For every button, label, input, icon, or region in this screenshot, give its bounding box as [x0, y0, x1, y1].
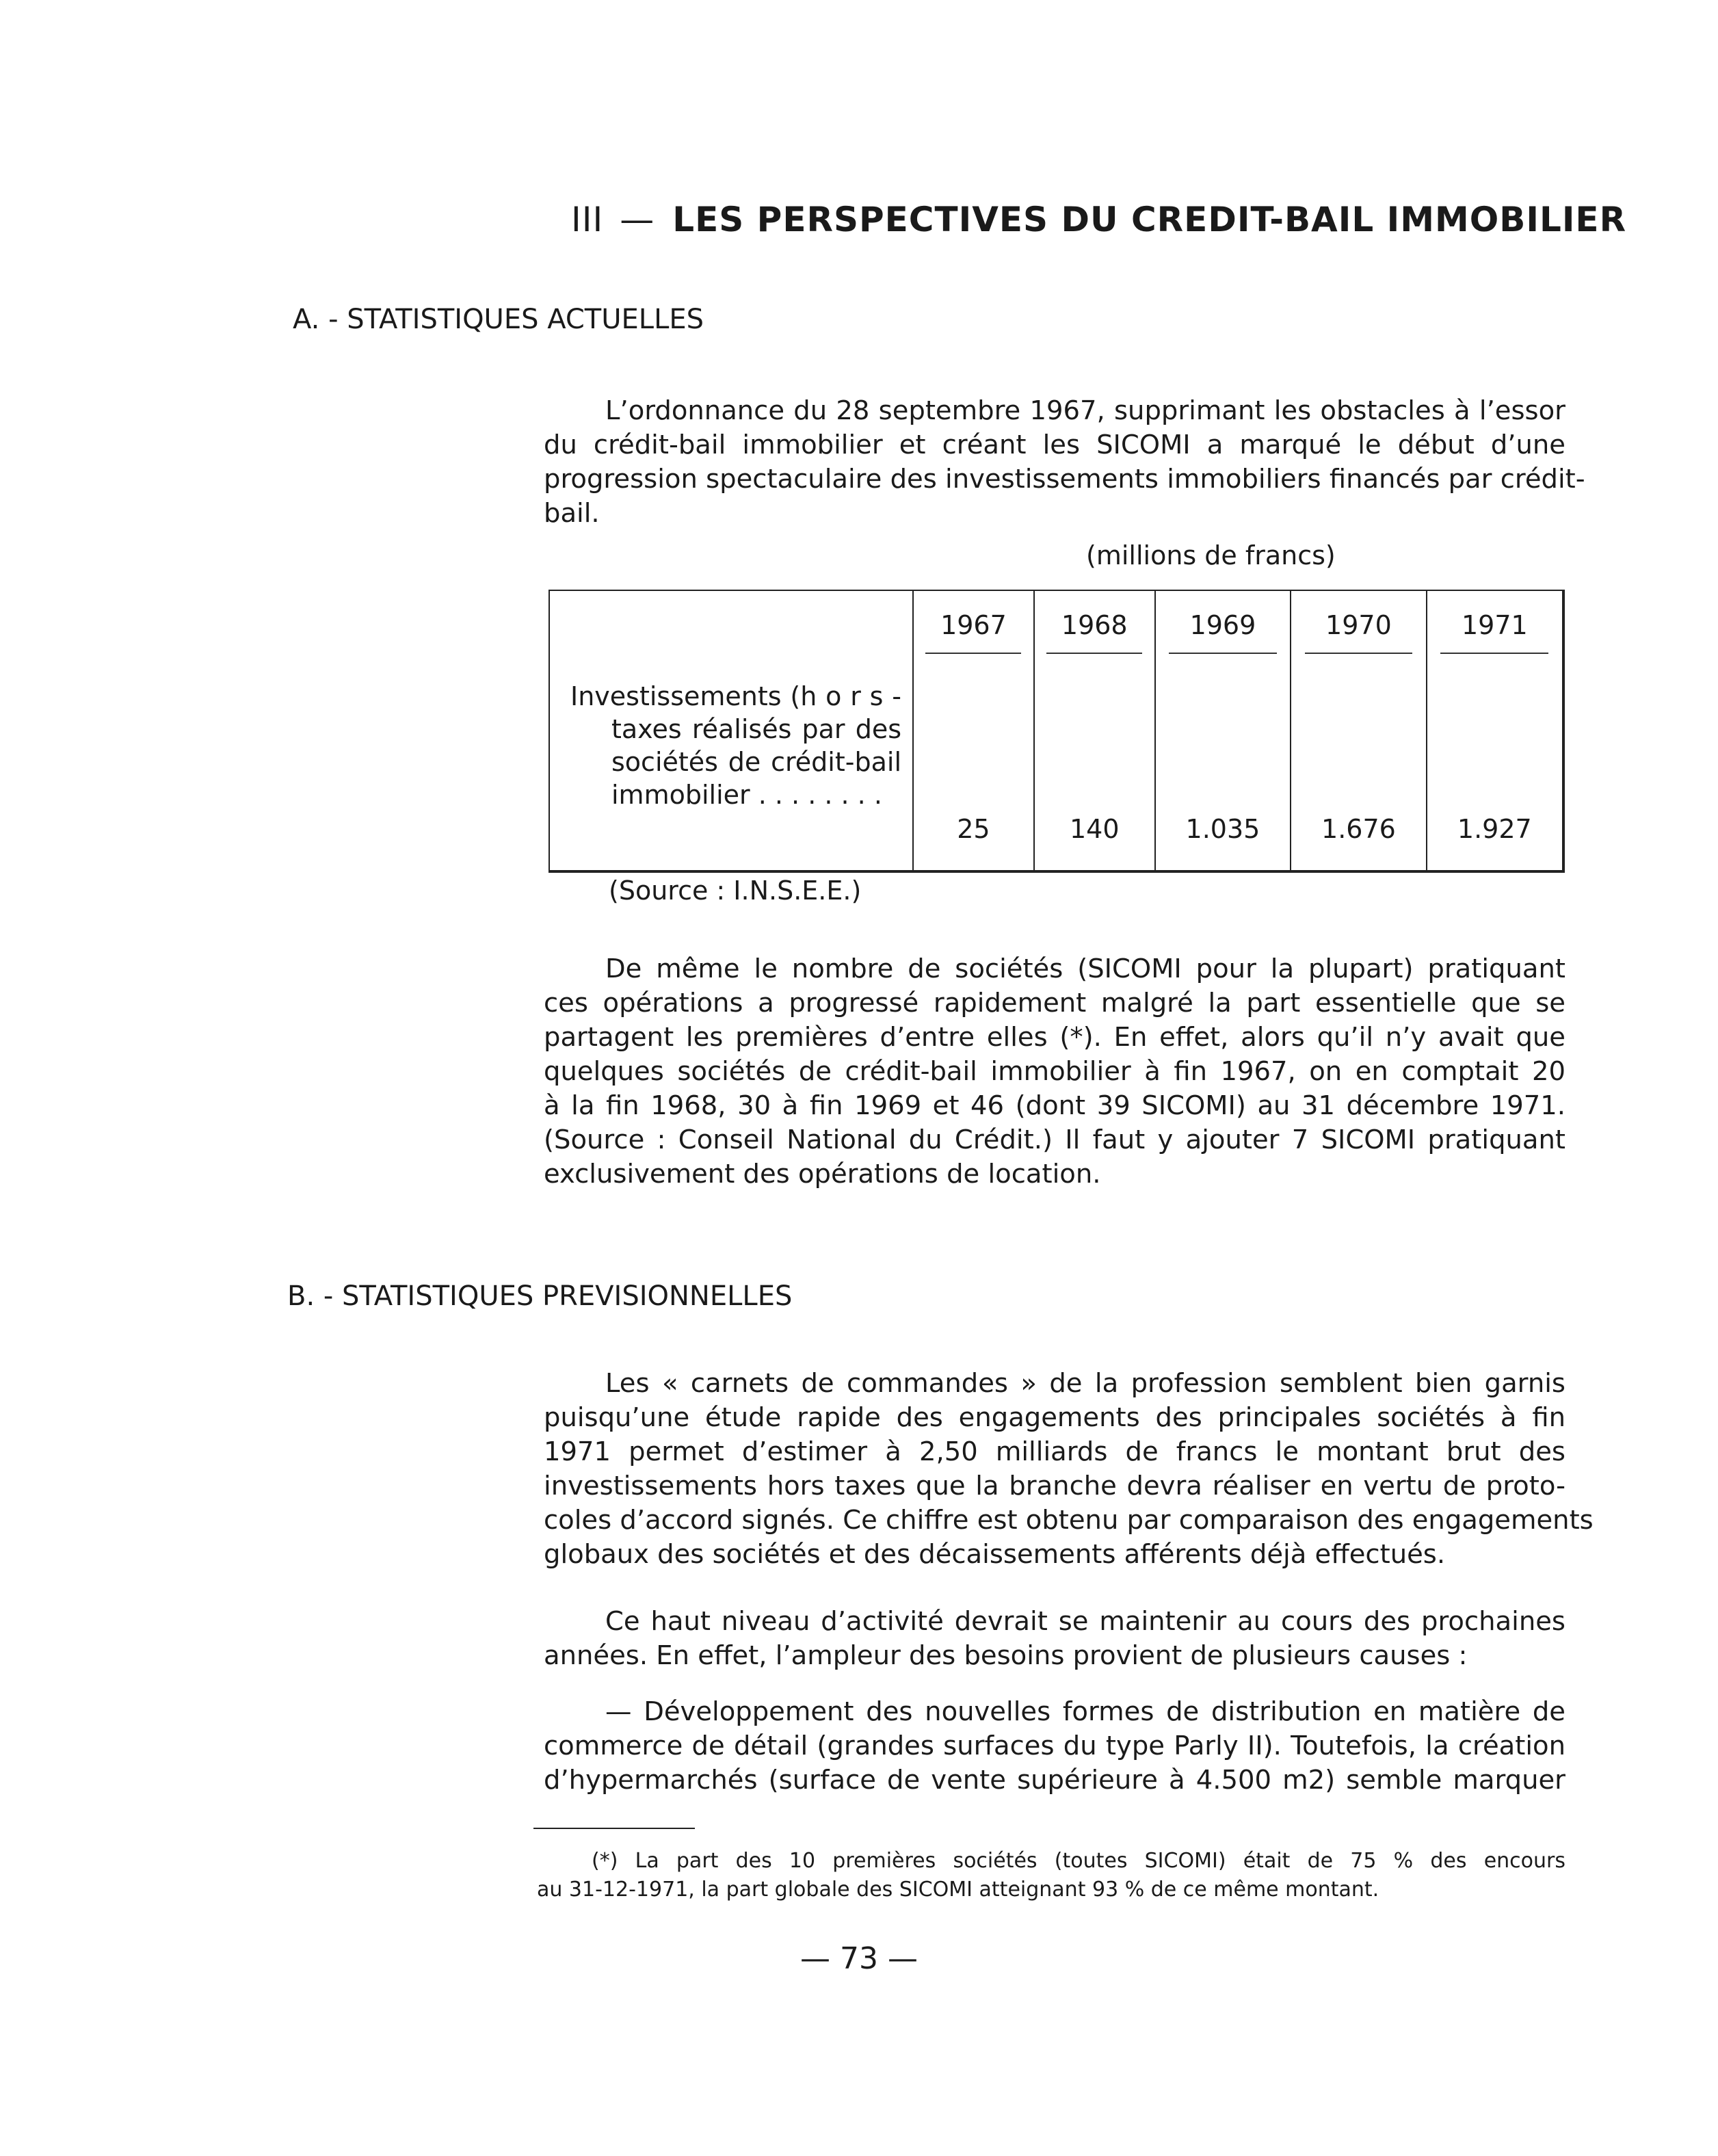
text-line: investissements hors taxes que la branche devra réaliser en vertu de proto- — [544, 1471, 1565, 1501]
text-line: partagent les premières d’entre elles (*). En effet, alors qu’il n’y avait que — [544, 1022, 1565, 1053]
text-line: coles d’accord signés. Ce chiffre est obtenu par comparaison des engagements — [544, 1505, 1594, 1536]
text-line: quelques sociétés de crédit-bail immobilier à fin 1967, on en comptait 20 — [544, 1056, 1565, 1087]
text-line: — Développement des nouvelles formes de distribution en matière de — [605, 1696, 1565, 1727]
footnote-rule — [533, 1828, 695, 1829]
text-line: d’hypermarchés (surface de vente supérieure à 4.500 m2) semble marquer — [544, 1765, 1565, 1796]
table-cell: 1.927 — [1427, 666, 1563, 871]
text-line: bail. — [544, 498, 600, 529]
table-cell: 1.035 — [1155, 666, 1291, 871]
year-header: 1969 — [1155, 590, 1291, 666]
text-line: au 31-12-1971, la part globale des SICOMI atteignant 93 % de ce même montant. — [537, 1878, 1379, 1902]
table-corner — [549, 590, 913, 666]
text-line: (*) La part des 10 premières sociétés (toutes SICOMI) était de 75 % des encours — [592, 1849, 1565, 1873]
text-line: puisqu’une étude rapide des engagements des principales sociétés à fin — [544, 1402, 1565, 1433]
text-line: 1971 permet d’estimer à 2,50 milliards de francs le montant brut des — [544, 1436, 1565, 1467]
section-a-paragraph-2 — [544, 952, 1565, 1192]
section-a-paragraph-1 — [544, 394, 1585, 531]
text-line: progression spectaculaire des investissements immobiliers financés par crédit- — [544, 464, 1585, 495]
unit-note: (millions de francs) — [1086, 540, 1336, 570]
section-b-paragraph-2 — [544, 1605, 1565, 1673]
text-line: L’ordonnance du 28 septembre 1967, supprimant les obstacles à l’essor — [605, 395, 1565, 426]
year-header: 1970 — [1291, 590, 1426, 666]
year-header: 1968 — [1034, 590, 1155, 666]
page-title — [571, 200, 1626, 239]
table-source: (Source : I.N.S.E.E.) — [609, 876, 862, 906]
chapter-number: III — [571, 200, 604, 239]
text-line: (Source : Conseil National du Crédit.) Il faut y ajouter 7 SICOMI pratiquant — [544, 1125, 1565, 1155]
text-line: à la fin 1968, 30 à fin 1969 et 46 (dont 39 SICOMI) au 31 décembre 1971. — [544, 1090, 1565, 1121]
text-line: ces opérations a progressé rapidement malgré la part essentielle que se — [544, 988, 1565, 1018]
text-line: Les « carnets de commandes » de la profession semblent bien garnis — [605, 1368, 1565, 1399]
section-b-title: B. - STATISTIQUES PREVISIONNELLES — [287, 1280, 793, 1312]
text-line: commerce de détail (grandes surfaces du type Parly II). Toutefois, la création — [544, 1731, 1565, 1761]
investment-table — [549, 590, 1565, 873]
footnote — [537, 1847, 1565, 1904]
year-header: 1967 — [913, 590, 1034, 666]
year-header: 1971 — [1427, 590, 1563, 666]
section-b-paragraph-3 — [544, 1695, 1565, 1798]
row-label: Investissements (h o r s - taxes réalisés par des sociétés de crédit-bail immobilier . . . . . . . . — [570, 681, 901, 810]
table-row — [549, 666, 1563, 871]
text-line: De même le nombre de sociétés (SICOMI pour la plupart) pratiquant — [605, 954, 1565, 984]
section-b-paragraph-1 — [544, 1367, 1594, 1572]
table-cell: 1.676 — [1291, 666, 1426, 871]
text-line: Ce haut niveau d’activité devrait se maintenir au cours des prochaines — [605, 1606, 1565, 1637]
title-dash: — — [620, 200, 655, 239]
section-a-title: A. - STATISTIQUES ACTUELLES — [293, 304, 704, 335]
table-cell: 25 — [913, 666, 1034, 871]
text-line: globaux des sociétés et des décaissements afférents déjà effectués. — [544, 1539, 1446, 1570]
chapter-title: LES PERSPECTIVES DU CREDIT-BAIL IMMOBILIER — [672, 200, 1627, 239]
text-line: du crédit-bail immobilier et créant les SICOMI a marqué le début d’une — [544, 430, 1565, 460]
text-line: exclusivement des opérations de location. — [544, 1159, 1101, 1189]
table-cell: 140 — [1034, 666, 1155, 871]
page-number: — 73 — — [800, 1941, 918, 1976]
table-header-row — [549, 590, 1563, 666]
text-line: années. En effet, l’ampleur des besoins provient de plusieurs causes : — [544, 1640, 1468, 1671]
